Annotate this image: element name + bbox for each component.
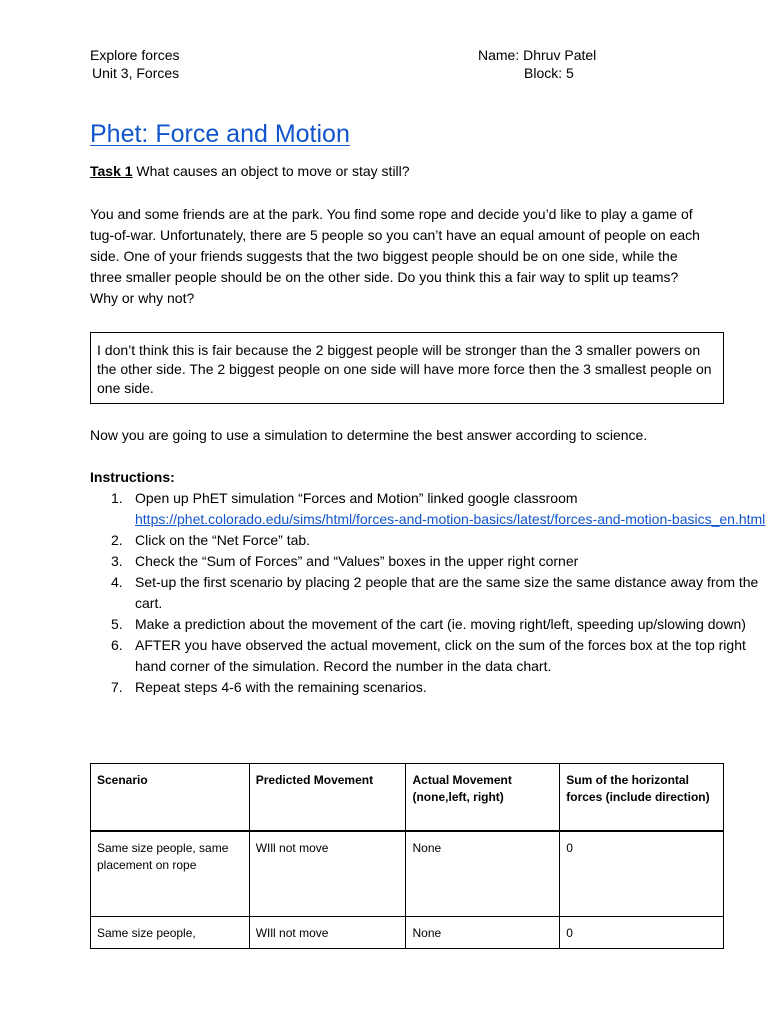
block-number: Block: 5 bbox=[524, 65, 574, 81]
list-item bbox=[111, 677, 768, 698]
cell-predicted[interactable]: WIll not move bbox=[249, 917, 406, 949]
step-number: 2. bbox=[111, 532, 123, 548]
list-item bbox=[111, 635, 768, 677]
step-text: Set-up the first scenario by placing 2 people that are the same size the same distance away from the cart. bbox=[135, 574, 759, 611]
step-number: 7. bbox=[111, 679, 123, 695]
column-header-sum: Sum of the horizontal forces (include direction) bbox=[560, 764, 724, 832]
cell-actual[interactable]: None bbox=[406, 831, 560, 917]
column-header-scenario: Scenario bbox=[91, 764, 250, 832]
cell-sum[interactable]: 0 bbox=[560, 917, 724, 949]
task-label: Task 1 bbox=[90, 163, 133, 179]
table-row bbox=[91, 917, 724, 949]
list-item bbox=[111, 530, 768, 551]
cell-actual[interactable]: None bbox=[406, 917, 560, 949]
data-chart bbox=[90, 763, 724, 949]
cell-predicted[interactable]: WIll not move bbox=[249, 831, 406, 917]
transition-text: Now you are going to use a simulation to determine the best answer according to science. bbox=[90, 427, 648, 443]
step-number: 5. bbox=[111, 616, 123, 632]
step-text: Make a prediction about the movement of the cart (ie. moving right/left, speeding up/slowing down) bbox=[135, 616, 746, 632]
step-number: 4. bbox=[111, 574, 123, 590]
page-title[interactable]: Phet: Force and Motion bbox=[90, 120, 350, 148]
task-question: What causes an object to move or stay still? bbox=[132, 163, 410, 179]
step-text: Click on the “Net Force” tab. bbox=[135, 532, 311, 548]
step-text: Open up PhET simulation “Forces and Motion” linked google classroom bbox=[135, 490, 578, 506]
course-name: Explore forces bbox=[90, 47, 180, 63]
step-number: 1. bbox=[111, 490, 123, 506]
table-row bbox=[91, 831, 724, 917]
list-item bbox=[111, 488, 768, 530]
answer-box[interactable]: I don’t think this is fair because the 2 biggest people will be stronger than the 3 smaller powers on the other side. The 2 biggest people on one side will have more force then the 3 smallest people on one side. bbox=[90, 332, 724, 404]
step-text: AFTER you have observed the actual movement, click on the sum of the forces box at the top right hand corner of the simulation. Record the number in the data chart. bbox=[135, 637, 746, 674]
cell-scenario[interactable]: Same size people, same placement on rope bbox=[91, 831, 250, 917]
cell-scenario[interactable]: Same size people, bbox=[91, 917, 250, 949]
column-header-predicted: Predicted Movement bbox=[249, 764, 406, 832]
cell-sum[interactable]: 0 bbox=[560, 831, 724, 917]
instructions-title: Instructions: bbox=[90, 469, 175, 485]
column-header-actual: Actual Movement (none,left, right) bbox=[406, 764, 560, 832]
step-text: Repeat steps 4-6 with the remaining scenarios. bbox=[135, 679, 427, 695]
list-item bbox=[111, 551, 768, 572]
list-item bbox=[111, 614, 768, 635]
step-number: 6. bbox=[111, 637, 123, 653]
list-item bbox=[111, 572, 768, 614]
student-name: Name: Dhruv Patel bbox=[478, 47, 597, 63]
scenario-paragraph: You and some friends are at the park. You find some rope and decide you’d like to play a game of tug-of-war. Unfortunately, there are 5 people so you can’t have an equal amount of people on each side. One of your friends suggests that the two biggest people should be on one side, while the three smaller people should be on the other side. Do you think this a fair way to split up teams? Why or why not? bbox=[90, 206, 700, 306]
task-line bbox=[90, 162, 410, 180]
unit-name: Unit 3, Forces bbox=[92, 65, 180, 81]
step-number: 3. bbox=[111, 553, 123, 569]
header-left bbox=[90, 46, 179, 82]
step-text: Check the “Sum of Forces” and “Values” boxes in the upper right corner bbox=[135, 553, 579, 569]
header-right bbox=[478, 46, 596, 82]
instructions-list bbox=[90, 488, 768, 698]
phet-link[interactable]: https://phet.colorado.edu/sims/html/forces-and-motion-basics/latest/forces-and-motion-basics_en.html bbox=[135, 511, 766, 527]
table-header-row bbox=[91, 764, 724, 832]
